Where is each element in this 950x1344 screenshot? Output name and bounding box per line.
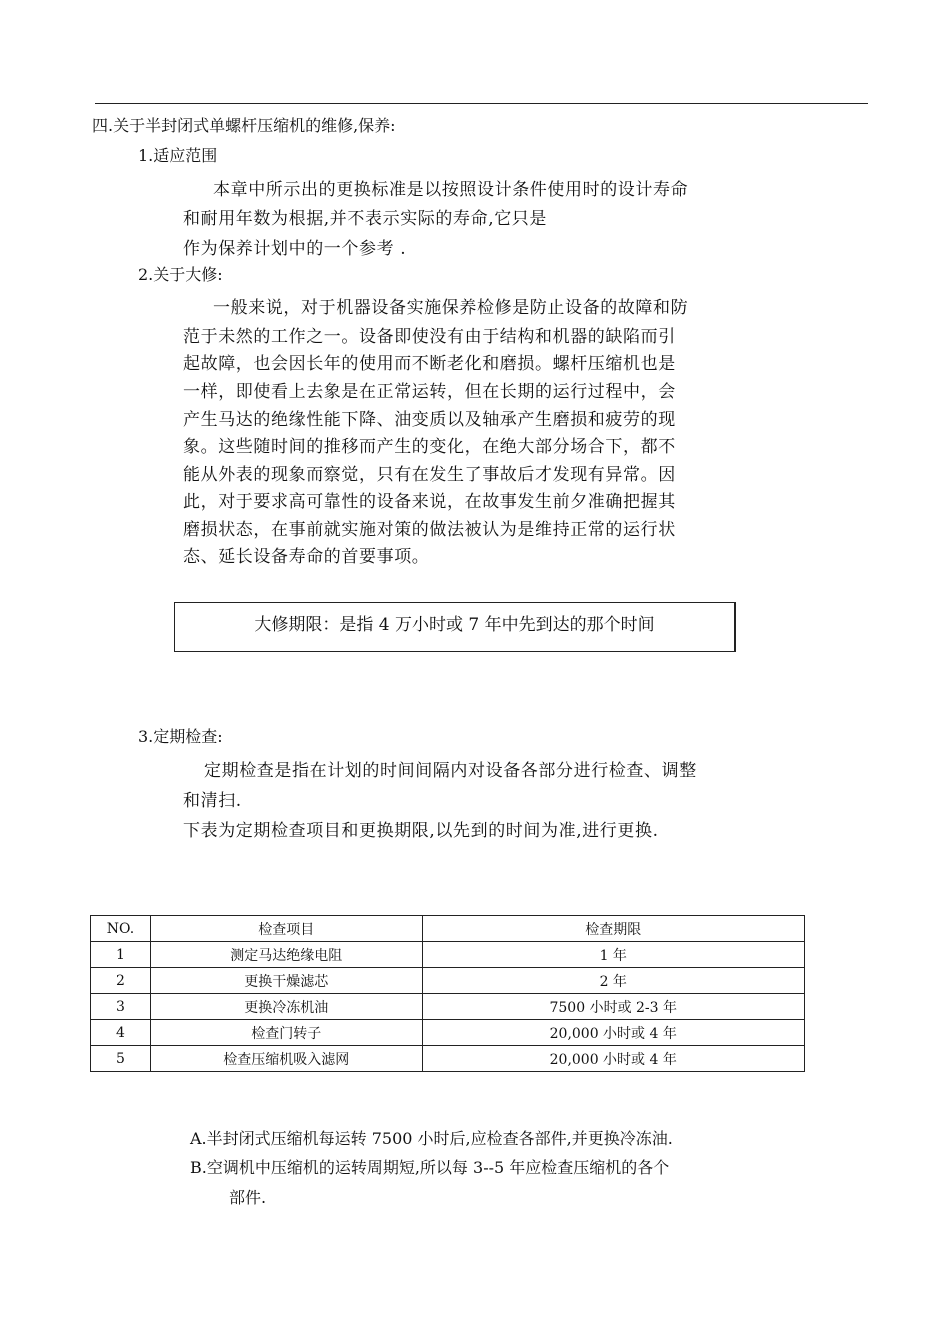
cell-period: 20,000 小时或 4 年 [422,1046,804,1072]
cell-period: 2 年 [422,968,804,994]
note-a: A.半封闭式压缩机每运转 7500 小时后,应检查各部件,并更换冷冻油. [190,1129,673,1148]
table-row [91,994,805,1020]
s1-line: 作为保养计划中的一个参考 . [183,239,407,259]
cell-no: 1 [91,942,151,968]
s2-line: 象。这些随时间的推移而产生的变化，在绝大部分场合下，都不 [183,437,676,457]
table-row [91,968,805,994]
s2-line: 能从外表的现象而察觉，只有在发生了事故后才发现有异常。因 [183,465,676,485]
inspection-table [90,915,805,1072]
table-row [91,942,805,968]
col-header-period: 检查期限 [422,916,804,942]
s2-line: 一样，即使看上去象是在正常运转，但在长期的运行过程中，会 [183,382,676,402]
cell-no: 3 [91,994,151,1020]
note-b-cont: 部件. [229,1188,267,1207]
cell-item: 检查门转子 [150,1020,422,1046]
s2-line: 起故障，也会因长年的使用而不断老化和磨损。螺杆压缩机也是 [183,354,676,374]
section-heading: 四.关于半封闭式单螺杆压缩机的维修,保养: [92,116,396,135]
cell-period: 20,000 小时或 4 年 [422,1020,804,1046]
s1-line: 和耐用年数为根据,并不表示实际的寿命,它只是 [183,209,548,229]
cell-item: 测定马达绝缘电阻 [150,942,422,968]
table-row [91,1020,805,1046]
s2-line: 态、延长设备寿命的首要事项。 [183,547,430,567]
s3-title: 3.定期检查: [138,727,223,746]
s3-line: 下表为定期检查项目和更换期限,以先到的时间为准,进行更换. [183,821,659,841]
col-header-no: NO. [91,916,151,942]
s2-line: 磨损状态，在事前就实施对策的做法被认为是维持正常的运行状 [183,520,676,540]
overhaul-period-box [174,602,736,652]
s2-line: 一般来说，对于机器设备实施保养检修是防止设备的故障和防 [213,298,689,318]
cell-no: 5 [91,1046,151,1072]
col-header-item: 检查项目 [150,916,422,942]
note-b: B.空调机中压缩机的运转周期短,所以每 3--5 年应检查压缩机的各个 [190,1158,670,1177]
cell-no: 4 [91,1020,151,1046]
cell-period: 1 年 [422,942,804,968]
s1-line: 本章中所示出的更换标准是以按照设计条件使用时的设计寿命 [213,180,689,200]
table-header-row [91,916,805,942]
s2-line: 此，对于要求高可靠性的设备来说，在故事发生前夕准确把握其 [183,492,676,512]
s3-line: 定期检查是指在计划的时间间隔内对设备各部分进行检查、调整 [204,761,697,781]
header-rule [95,103,868,104]
cell-no: 2 [91,968,151,994]
cell-period: 7500 小时或 2-3 年 [422,994,804,1020]
s1-title: 1.适应范围 [138,146,218,165]
s2-line: 产生马达的绝缘性能下降、油变质以及轴承产生磨损和疲劳的现 [183,410,676,430]
s2-title: 2.关于大修: [138,265,223,284]
s2-line: 范于未然的工作之一。设备即使没有由于结构和机器的缺陷而引 [183,327,676,347]
cell-item: 更换干燥滤芯 [150,968,422,994]
cell-item: 更换冷冻机油 [150,994,422,1020]
cell-item: 检查压缩机吸入滤网 [150,1046,422,1072]
overhaul-period-text: 大修期限：是指 4 万小时或 7 年中先到达的那个时间 [254,615,655,635]
table-row [91,1046,805,1072]
s3-line: 和清扫. [183,791,242,811]
